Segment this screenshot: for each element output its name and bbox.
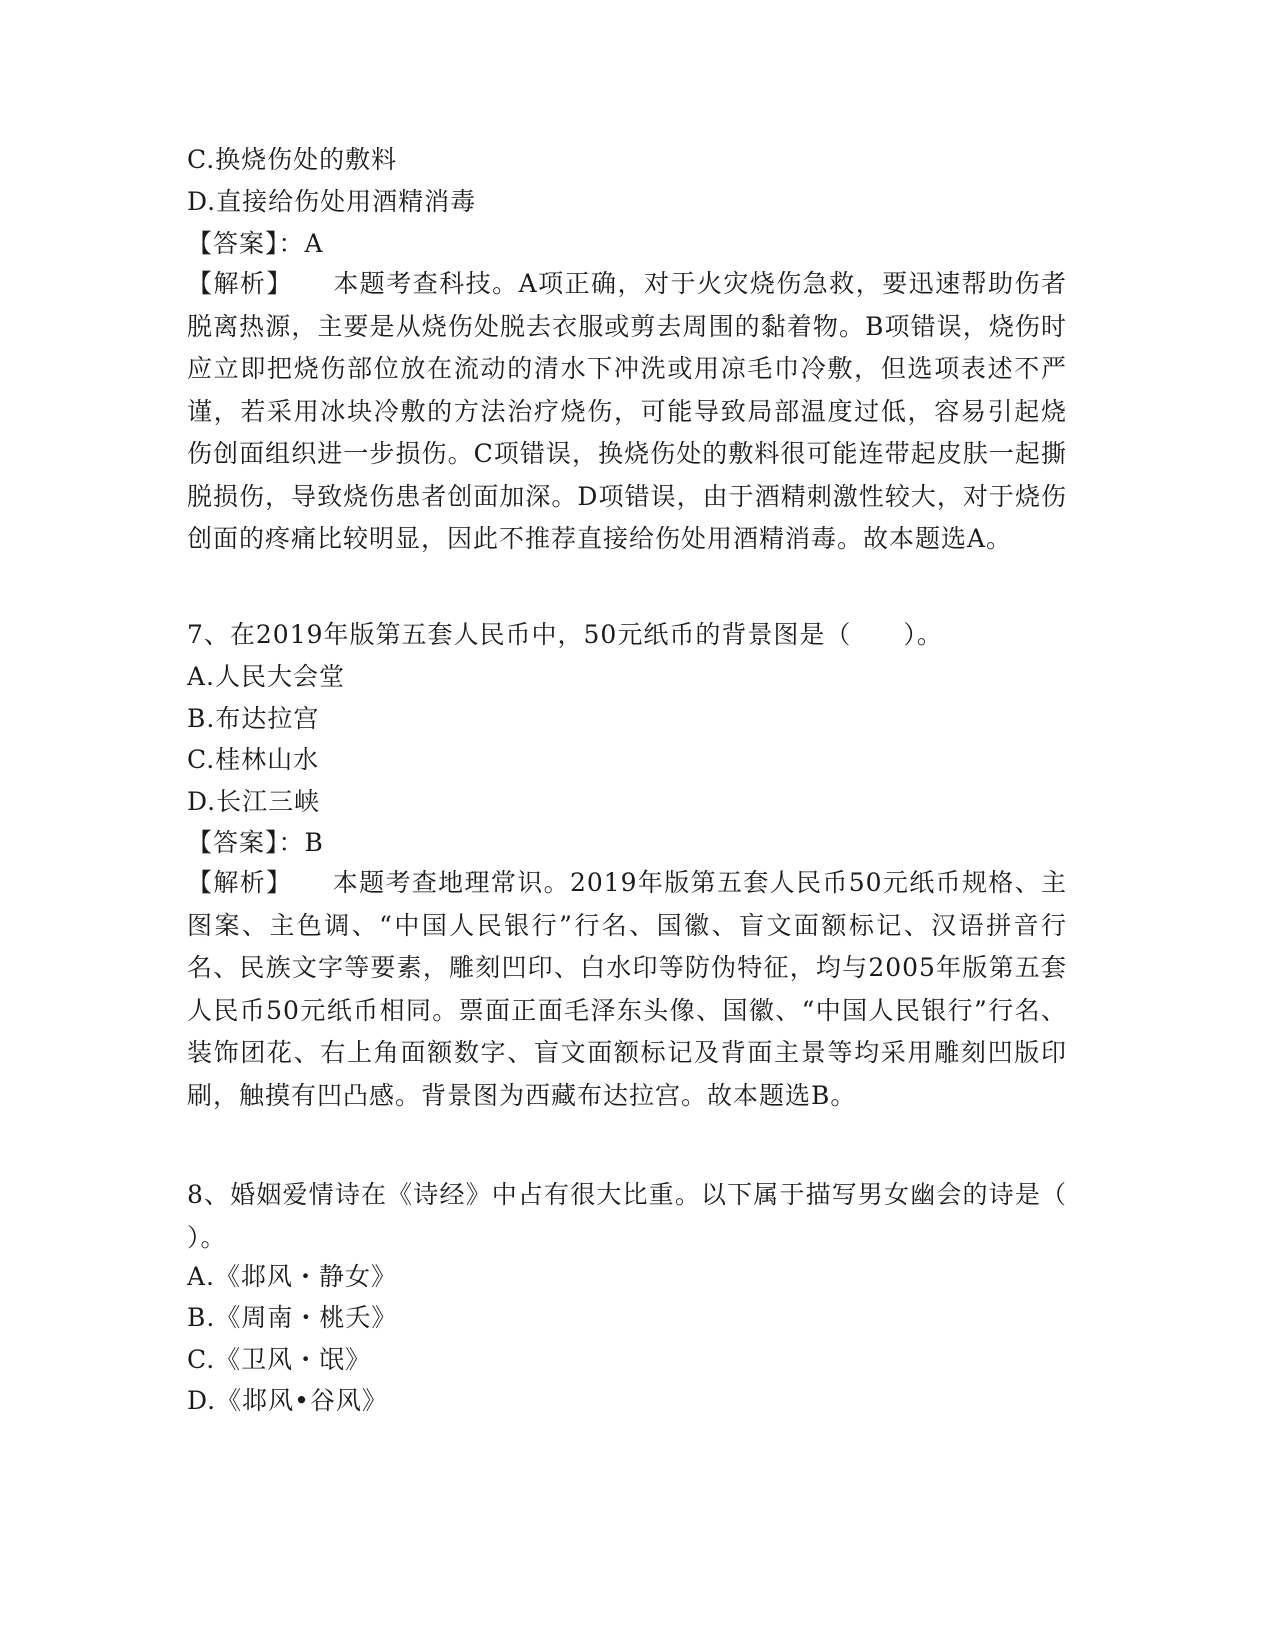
q7-option-d: D.长江三峡 — [187, 787, 321, 816]
q7-question: 7、在2019年版第五套人民币中，50元纸币的背景图是（ ）。 — [187, 620, 943, 649]
q6-option-d: D.直接给伤处用酒精消毒 — [187, 187, 477, 216]
q8-option-b: B.《周南・桃夭》 — [187, 1303, 398, 1332]
q7-option-c: C.桂林山水 — [187, 745, 320, 774]
q8-option-c: C.《卫风・氓》 — [187, 1345, 372, 1374]
q7-answer: 【答案】：B — [187, 828, 324, 857]
q6-answer: 【答案】：A — [187, 229, 324, 258]
q7-option-b: B.布达拉宫 — [187, 704, 320, 733]
q7-analysis — [187, 862, 1067, 1117]
q6-analysis-body: 本题考查科技。A项正确，对于火灾烧伤急救，要迅速帮助伤者脱离热源，主要是从烧伤处脱去衣服或剪去周围的黏着物。B项错误，烧伤时应立即把烧伤部位放在流动的清水下冲洗或用凉毛巾冷敷，但选项表述不严谨，若采用冰块冷敷的方法治疗烧伤，可能导致局部温度过低，容易引起烧伤创面组织进一步损伤。C项错误，换烧伤处的敷料很可能连带起皮肤一起撕脱损伤，导致烧伤患者创面加深。D项错误，由于酒精刺激性较大，对于烧伤创面的疼痛比较明显，因此不推荐直接给伤处用酒精消毒。故本题选A。 — [187, 269, 1067, 553]
q8-option-a: A.《邶风・静女》 — [187, 1262, 398, 1291]
q7-analysis-body: 本题考查地理常识。2019年版第五套人民币50元纸币规格、主图案、主色调、“中国人民银行”行名、国徽、盲文面额标记、汉语拼音行名、民族文字等要素，雕刻凹印、白水印等防伪特征，均与2005年版第五套人民币50元纸币相同。票面正面毛泽东头像、国徽、“中国人民银行”行名、装饰团花、右上角面额数字、盲文面额标记及背面主景等均采用雕刻凹版印刷，触摸有凹凸感。背景图为西藏布达拉宫。故本题选B。 — [187, 868, 1067, 1110]
q7-option-a: A.人民大会堂 — [187, 662, 346, 691]
q6-analysis-head: 【解析】 — [187, 269, 293, 298]
q6-option-c: C.换烧伤处的敷料 — [187, 145, 398, 174]
q8-question: 8、婚姻爱情诗在《诗经》中占有很大比重。以下属于描写男女幽会的诗是（ ）。 — [187, 1180, 1120, 1252]
q7-analysis-head: 【解析】 — [187, 868, 293, 897]
q8-option-d: D.《邶风•谷风》 — [187, 1386, 388, 1415]
q6-analysis — [187, 263, 1067, 561]
